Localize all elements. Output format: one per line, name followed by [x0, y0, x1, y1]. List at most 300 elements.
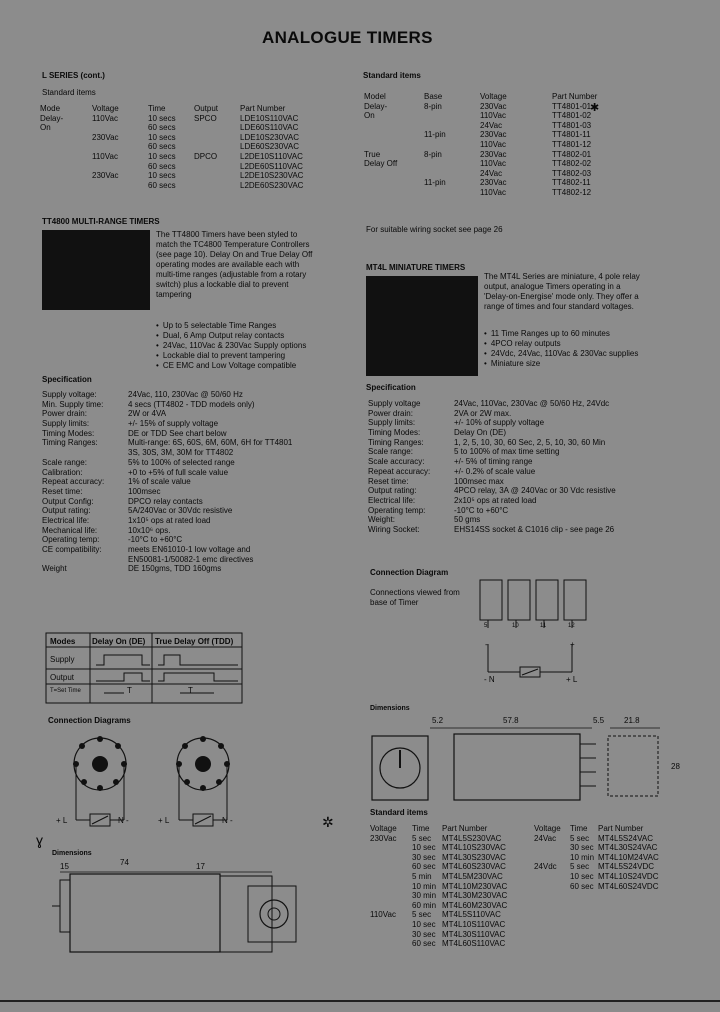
std-right-cell: 110Vac — [480, 111, 506, 121]
dims-left-d3: 17 — [196, 862, 205, 871]
spec-right-row — [368, 438, 616, 448]
std-bottom-cell: MT4L30M230VAC — [442, 891, 508, 901]
l-series-cell: LDE60S230VAC — [240, 142, 299, 152]
spec-right-row — [368, 477, 616, 487]
std-bottom-cell: MT4L60M230VAC — [442, 900, 508, 910]
tt4800-intro — [156, 230, 312, 300]
std-bottom-cell: MT4L30S24VAC — [598, 843, 658, 853]
tt4800-bullet-text: Up to 5 selectable Time Ranges — [162, 321, 277, 330]
std-bottom-header-cell: Part Number — [598, 824, 644, 833]
bullet-icon: • — [484, 329, 487, 338]
spec-left-label: Reset time: — [42, 486, 83, 496]
l-series-header-row — [40, 104, 330, 114]
std-right-cell: On — [364, 111, 375, 121]
std-bottom-row — [370, 939, 688, 949]
spec-left-label: Timing Ranges: — [42, 438, 98, 448]
std-bottom-header-cell: Voltage — [534, 824, 561, 833]
std-right-cell — [364, 121, 424, 131]
spec-left-value: DPCO relay contacts — [128, 496, 203, 506]
std-bottom-cell: 10 min — [412, 881, 437, 891]
spec-right-row — [368, 418, 616, 428]
spec-right-value: Delay On (DE) — [454, 428, 507, 438]
std-right-cell — [424, 140, 480, 150]
spec-left-value: 5A/240Vac or 30Vdc resistive — [128, 506, 233, 516]
page-bottom-rule — [0, 1000, 720, 1002]
l-series-row — [40, 114, 330, 124]
std-right-cell — [424, 111, 480, 121]
spec-right-value: EHS14SS socket & C1016 clip - see page 26 — [454, 524, 615, 534]
std-right-header-row — [364, 92, 632, 102]
std-bottom-cell: MT4L10M24VAC — [598, 852, 659, 862]
std-right-cell: 110Vac — [480, 159, 506, 169]
conn-right-l-label: + L — [566, 675, 578, 684]
std-bottom-cell — [370, 843, 412, 853]
conn-right-pin-1: 5 — [484, 623, 488, 629]
std-right-cell: 230Vac — [480, 178, 507, 188]
std-bottom-cell — [534, 910, 570, 920]
spec-left-label: Supply voltage: — [42, 390, 97, 399]
std-bottom-cell: MT4L5S110VAC — [442, 910, 501, 920]
std-bottom-cell: MT4L10S110VAC — [442, 919, 506, 929]
spec-right-label: Power drain: — [368, 408, 413, 418]
std-right-cell: Delay Off — [364, 159, 398, 169]
l-series-cell: 10 secs — [148, 113, 176, 123]
std-bottom-cell: MT4L10M230VAC — [442, 881, 508, 891]
bullet-icon: • — [156, 331, 159, 340]
spec-left-heading: Specification — [42, 375, 92, 384]
std-bottom-cell: MT4L10S230VAC — [442, 843, 506, 853]
std-bottom-cell: MT4L5S24VDC — [598, 862, 655, 872]
bullet-icon: • — [156, 321, 159, 330]
spec-right-heading: Specification — [366, 383, 416, 392]
std-bottom-cell — [598, 910, 688, 920]
std-bottom-cell: 30 min — [412, 891, 437, 901]
spec-right-row — [368, 399, 616, 409]
std-right-cell: TT4802-01 — [552, 149, 592, 159]
spec-left-value: +/- 15% of supply voltage — [128, 419, 219, 429]
mt4l-intro-text: 'Delay-on-Energise' mode only. They offer a — [484, 292, 639, 301]
mode-chart-col2: Delay On (DE) — [92, 637, 146, 646]
spec-left-label — [42, 448, 128, 458]
std-bottom-cell: MT4L5S230VAC — [442, 833, 502, 843]
tt4800-intro-line — [156, 290, 312, 300]
l-series-cell — [40, 171, 92, 181]
std-bottom-cell — [598, 930, 688, 940]
std-right-cell: TT4802-11 — [552, 178, 591, 188]
spec-right-value: 100msec max — [454, 476, 504, 486]
tt4800-bullet-text: CE EMC and Low Voltage compatible — [162, 361, 297, 370]
spec-left-value: EN50081-1/50082-1 emc directives — [128, 554, 254, 564]
std-right-header-cell: Model — [364, 92, 386, 101]
l-series-cell: 110Vac — [92, 151, 118, 161]
std-bottom-row — [370, 843, 688, 853]
std-bottom-cell — [370, 872, 412, 882]
std-right-row — [364, 121, 632, 131]
spec-right-row — [368, 506, 616, 516]
tt4800-intro-line — [156, 270, 312, 280]
mt4l-bullet-text: Miniature size — [490, 359, 541, 368]
mode-chart-col1: Modes — [50, 637, 76, 646]
mt4l-bullet-text: 4PCO relay outputs — [490, 339, 561, 348]
spec-right-label: Scale range: — [368, 447, 413, 457]
spec-right-value: 24Vac, 110Vac, 230Vac @ 50/60 Hz, 24Vdc — [454, 399, 610, 408]
spec-left-row — [42, 468, 292, 478]
spec-right-label: Supply voltage — [368, 399, 421, 408]
std-bottom-cell: 5 sec — [570, 833, 590, 843]
std-right-cell — [424, 188, 480, 198]
bullet-icon: • — [484, 359, 487, 368]
mt4l-bullet-line — [484, 339, 638, 349]
std-bottom-header-cell: Part Number — [442, 824, 488, 833]
std-right-cell — [424, 121, 480, 131]
mt4l-intro-line — [484, 272, 640, 282]
spec-left-value: DE or TDD See chart below — [128, 428, 227, 438]
l-series-cell — [92, 142, 148, 152]
spec-left-label: Calibration: — [42, 467, 83, 477]
l-series-cell: 10 secs — [148, 151, 176, 161]
pen-mark-icon: ɣ — [36, 832, 44, 848]
std-right-cell — [364, 188, 424, 198]
l-series-cell: SPCO — [194, 113, 217, 123]
std-right-cell: TT4801-11 — [552, 130, 591, 140]
std-bottom-cell — [570, 891, 598, 901]
std-bottom-cell — [534, 901, 570, 911]
mode-chart-row2: Output — [50, 673, 75, 682]
std-bottom-cell: 5 min — [412, 871, 432, 881]
std-bottom-cell — [598, 939, 688, 949]
conn-diagram-tdd — [165, 728, 245, 838]
tt4800-intro-text: (see page 10). Delay On and True Delay Off — [156, 250, 313, 259]
mode-chart-t2: T — [188, 686, 193, 695]
dims-right-d5: 28 — [671, 762, 680, 771]
std-right-cell — [424, 169, 480, 179]
std-bottom-heading: Standard items — [370, 808, 428, 817]
spec-left-label — [42, 555, 128, 565]
std-bottom-cell — [534, 939, 570, 949]
l-series-cell — [194, 162, 240, 172]
std-right-cell: TT4801-01 — [552, 101, 592, 111]
spec-left-value: DE 150gms, TDD 160gms — [128, 564, 222, 574]
std-right-cell: TT4801-02 — [552, 111, 592, 121]
spec-right-label: Wiring Socket: — [368, 524, 420, 534]
std-right-row — [364, 188, 632, 198]
l-series-cell — [40, 152, 92, 162]
std-bottom-cell — [598, 920, 688, 930]
std-bottom-cell: 60 min — [412, 900, 437, 910]
std-right-cell: 11-pin — [424, 130, 446, 140]
l-series-cell: 10 secs — [148, 132, 176, 142]
std-bottom-header-cell: Time — [570, 824, 588, 833]
mode-chart-col3: True Delay Off (TDD) — [155, 637, 234, 646]
tt4800-bullet-line — [156, 351, 306, 361]
l-series-cell: DPCO — [194, 151, 218, 161]
tt4800-intro-text: multi-time ranges (adjustable from a rotary — [156, 270, 307, 279]
std-bottom-cell — [570, 910, 598, 920]
spec-left-value: Multi-range: 6S, 60S, 6M, 60M, 6H for TT4801 — [128, 438, 293, 448]
tt4800-intro-text: match the TC4800 Temperature Controllers — [156, 240, 310, 249]
l-series-header-cell: Time — [148, 104, 166, 113]
l-series-cell: L2DE10S230VAC — [240, 171, 304, 181]
l-series-row — [40, 171, 330, 181]
spec-left-value: meets EN61010-1 low voltage and — [128, 545, 251, 554]
std-bottom-cell — [570, 930, 598, 940]
l-series-cell — [194, 171, 240, 181]
spec-left-value: 1x10⁵ ops at rated load — [128, 515, 211, 525]
l-series-cell: Delay- — [40, 113, 64, 123]
std-bottom-cell: 24Vac — [534, 833, 557, 843]
std-bottom-cell — [370, 930, 412, 940]
spec-right-label: Operating temp: — [368, 505, 426, 515]
l-series-cell — [194, 181, 240, 191]
conn-right-pin-2: 10 — [512, 623, 519, 629]
spec-right-row — [368, 457, 616, 467]
bullet-icon: • — [484, 339, 487, 348]
l-series-cell — [40, 181, 92, 191]
std-bottom-cell: MT4L10S24VDC — [598, 871, 659, 881]
spec-left-label: Repeat accuracy: — [42, 477, 105, 487]
l-series-cell: 230Vac — [92, 171, 119, 181]
spec-left-value: 100msec — [128, 486, 161, 496]
std-right-cell — [424, 159, 480, 169]
std-bottom-cell — [370, 939, 412, 949]
mt4l-bullet-line — [484, 349, 638, 359]
l-series-cell — [40, 142, 92, 152]
std-right-cell: 24Vac — [480, 168, 503, 178]
std-right-row — [364, 140, 632, 150]
tt4800-intro-line — [156, 240, 312, 250]
l-series-row — [40, 142, 330, 152]
spec-left-row — [42, 419, 292, 429]
std-bottom-cell — [370, 920, 412, 930]
page-title: ANALOGUE TIMERS — [262, 28, 433, 47]
std-bottom-cell: 60 sec — [570, 881, 594, 891]
std-bottom-cell — [370, 901, 412, 911]
spec-left-value: 3S, 30S, 3M, 30M for TT4802 — [128, 448, 234, 458]
std-bottom-row — [370, 920, 688, 930]
std-bottom-cell — [534, 920, 570, 930]
std-right-cell: Delay- — [364, 101, 388, 111]
std-bottom-cell: 230Vac — [370, 833, 397, 843]
spec-left-row — [42, 400, 292, 410]
tt4800-heading: TT4800 MULTI-RANGE TIMERS — [42, 217, 160, 226]
l-series-cell: 60 secs — [148, 161, 176, 171]
std-right-cell: 11-pin — [424, 178, 446, 188]
mode-chart-row1: Supply — [50, 655, 75, 664]
spec-right-label: Timing Modes: — [368, 428, 421, 438]
std-bottom-header-cell: Time — [412, 824, 430, 833]
l-series-cell: L2DE10S110VAC — [240, 151, 303, 161]
std-right-cell: 24Vac — [480, 120, 503, 130]
std-right-row — [364, 159, 632, 169]
spec-left-row — [42, 555, 292, 565]
spec-right-label: Supply limits: — [368, 418, 416, 428]
l-series-cell: 10 secs — [148, 171, 176, 181]
mt4l-bullet-text: 24Vdc, 24Vac, 110Vac & 230Vac supplies — [490, 349, 639, 358]
spec-right-value: 4PCO relay, 3A @ 240Vac or 30 Vdc resistive — [454, 486, 616, 496]
spec-right-label: Electrical life: — [368, 495, 416, 505]
l-series-heading: L SERIES (cont.) — [42, 71, 105, 80]
mt4l-intro-text: The MT4L Series are miniature, 4 pole relay — [484, 272, 640, 281]
spec-left-label: Output rating: — [42, 506, 91, 516]
tt4800-intro-line — [156, 230, 312, 240]
l-series-header-cell: Voltage — [92, 104, 119, 113]
std-right-cell: TT4802-03 — [552, 168, 592, 178]
l-series-cell: 110Vac — [92, 113, 118, 123]
std-bottom-row — [370, 882, 688, 892]
spec-left-label: Power drain: — [42, 409, 87, 419]
spec-left-label: Timing Modes: — [42, 428, 95, 438]
spec-left-value: 10x10⁶ ops. — [128, 525, 171, 535]
spec-left-label: Mechanical life: — [42, 525, 98, 535]
tt4800-intro-text: operating modes are available each with — [156, 260, 300, 269]
std-right-cell — [364, 130, 424, 140]
spec-right-row — [368, 409, 616, 419]
spec-left-row — [42, 477, 292, 487]
dims-right-d2: 57.8 — [503, 716, 519, 725]
std-bottom-cell — [534, 872, 570, 882]
spec-right-value: 1, 2, 5, 10, 30, 60 Sec, 2, 5, 10, 30, 60 Min — [454, 437, 606, 447]
spec-left-label: Weight — [42, 564, 67, 574]
std-right-cell: 8-pin — [424, 149, 442, 159]
std-right-header-cell: Part Number — [552, 92, 598, 101]
conn-diagram-de — [62, 728, 142, 838]
std-bottom-row — [370, 910, 688, 920]
mt4l-bullet-text: 11 Time Ranges up to 60 minutes — [490, 329, 610, 338]
std-right-cell: 230Vac — [480, 149, 507, 159]
std-bottom-cell: 24Vdc — [534, 862, 557, 872]
conn-right-caption-2: base of Timer — [370, 598, 419, 607]
std-right-row — [364, 130, 632, 140]
l-series-cell: L2DE60S110VAC — [240, 161, 303, 171]
std-right-row — [364, 178, 632, 188]
asterisk-mark-icon: ✱ — [590, 102, 600, 114]
l-series-cell: LDE60S110VAC — [240, 123, 299, 133]
spec-left-row — [42, 526, 292, 536]
std-bottom-row — [370, 862, 688, 872]
l-series-row — [40, 162, 330, 172]
std-right-cell: 230Vac — [480, 130, 507, 140]
bullet-icon: • — [156, 341, 159, 350]
tt4800-intro-line — [156, 280, 312, 290]
std-bottom-row — [370, 853, 688, 863]
std-bottom-cell: MT4L5M230VAC — [442, 871, 503, 881]
conn-left-minus-1: N - — [118, 816, 129, 825]
conn-right-pin-3: 11 — [540, 623, 547, 629]
std-bottom-cell — [370, 862, 412, 872]
conn-right-n-label: - N — [484, 675, 495, 684]
spec-right-table — [368, 399, 616, 535]
spec-left-row — [42, 429, 292, 439]
spec-left-row — [42, 438, 292, 448]
std-bottom-row — [370, 872, 688, 882]
conn-right-minus: - — [485, 640, 488, 649]
tt4800-intro-text: tampering — [156, 290, 192, 299]
tt4800-bullet-text: Dual, 6 Amp Output relay contacts — [162, 331, 285, 340]
std-right-cell: True — [364, 149, 381, 159]
conn-left-heading: Connection Diagrams — [48, 716, 131, 725]
std-right-cell: TT4802-02 — [552, 159, 592, 169]
mt4l-intro-text: output, analogue Timers operating in a — [484, 282, 621, 291]
std-right-heading: Standard items — [363, 71, 421, 80]
l-series-row — [40, 123, 330, 133]
spec-right-value: +/- 5% of timing range — [454, 457, 533, 467]
std-right-cell: 230Vac — [480, 101, 507, 111]
spec-right-value: -10°C to +60°C — [454, 505, 509, 515]
conn-left-minus-2: N - — [222, 816, 233, 825]
dims-left-heading: Dimensions — [52, 850, 92, 857]
l-series-cell — [194, 123, 240, 133]
spec-left-label: Supply limits: — [42, 419, 90, 429]
std-right-cell: TT4802-12 — [552, 187, 592, 197]
tt4800-photo — [42, 230, 150, 310]
bullet-icon: • — [156, 361, 159, 370]
std-right-cell: 8-pin — [424, 101, 442, 111]
std-right-cell: TT4801-03 — [552, 120, 592, 130]
std-bottom-cell — [570, 920, 598, 930]
conn-left-plus-2: + L — [158, 816, 170, 825]
conn-right-caption-1: Connections viewed from — [370, 588, 460, 597]
std-bottom-cell: 110Vac — [370, 910, 396, 920]
l-series-row — [40, 152, 330, 162]
std-bottom-row — [370, 834, 688, 844]
std-bottom-cell: 10 sec — [570, 871, 594, 881]
l-series-header-cell: Part Number — [240, 104, 286, 113]
l-series-row — [40, 133, 330, 143]
spec-left-value: 24Vac, 110, 230Vac @ 50/60 Hz — [128, 390, 243, 399]
dims-right-d4: 21.8 — [624, 716, 640, 725]
spec-left-row — [42, 487, 292, 497]
std-bottom-cell — [534, 843, 570, 853]
star-mark-icon: ✲ — [322, 814, 334, 830]
l-series-cell: 230Vac — [92, 132, 119, 142]
std-bottom-cell — [598, 901, 688, 911]
l-series-row — [40, 181, 330, 191]
l-series-cell: 60 secs — [148, 142, 176, 152]
std-bottom-cell: MT4L30S110VAC — [442, 929, 506, 939]
std-bottom-cell: 5 sec — [412, 910, 432, 920]
std-right-header-cell: Voltage — [480, 92, 507, 101]
spec-left-label: Output Config: — [42, 496, 94, 506]
std-right-cell — [364, 178, 424, 188]
spec-left-row — [42, 390, 292, 400]
mt4l-bullets — [484, 329, 638, 369]
l-series-header-cell: Mode — [40, 104, 61, 113]
tt4800-bullet-line — [156, 321, 306, 331]
std-bottom-cell — [534, 891, 570, 901]
spec-left-value: 5% to 100% of selected range — [128, 457, 235, 467]
l-series-cell — [194, 133, 240, 143]
dims-left-drawing — [52, 866, 302, 976]
std-bottom-cell — [598, 891, 688, 901]
spec-left-label: Operating temp: — [42, 535, 100, 545]
spec-left-row — [42, 497, 292, 507]
std-right-note: For suitable wiring socket see page 26 — [366, 225, 503, 234]
std-bottom-row — [370, 930, 688, 940]
dims-right-drawing — [370, 726, 670, 804]
mt4l-bullet-line — [484, 329, 638, 339]
std-right-row — [364, 169, 632, 179]
spec-left-row — [42, 535, 292, 545]
mode-chart-t1: T — [127, 686, 132, 695]
std-bottom-cell: 30 sec — [412, 929, 436, 939]
l-series-cell: 60 secs — [148, 180, 176, 190]
spec-right-value: 2x10⁵ ops at rated load — [454, 495, 537, 505]
spec-right-row — [368, 486, 616, 496]
spec-right-label: Output rating: — [368, 486, 417, 496]
l-series-cell — [92, 181, 148, 191]
spec-left-row — [42, 516, 292, 526]
std-bottom-cell: 10 sec — [412, 919, 436, 929]
